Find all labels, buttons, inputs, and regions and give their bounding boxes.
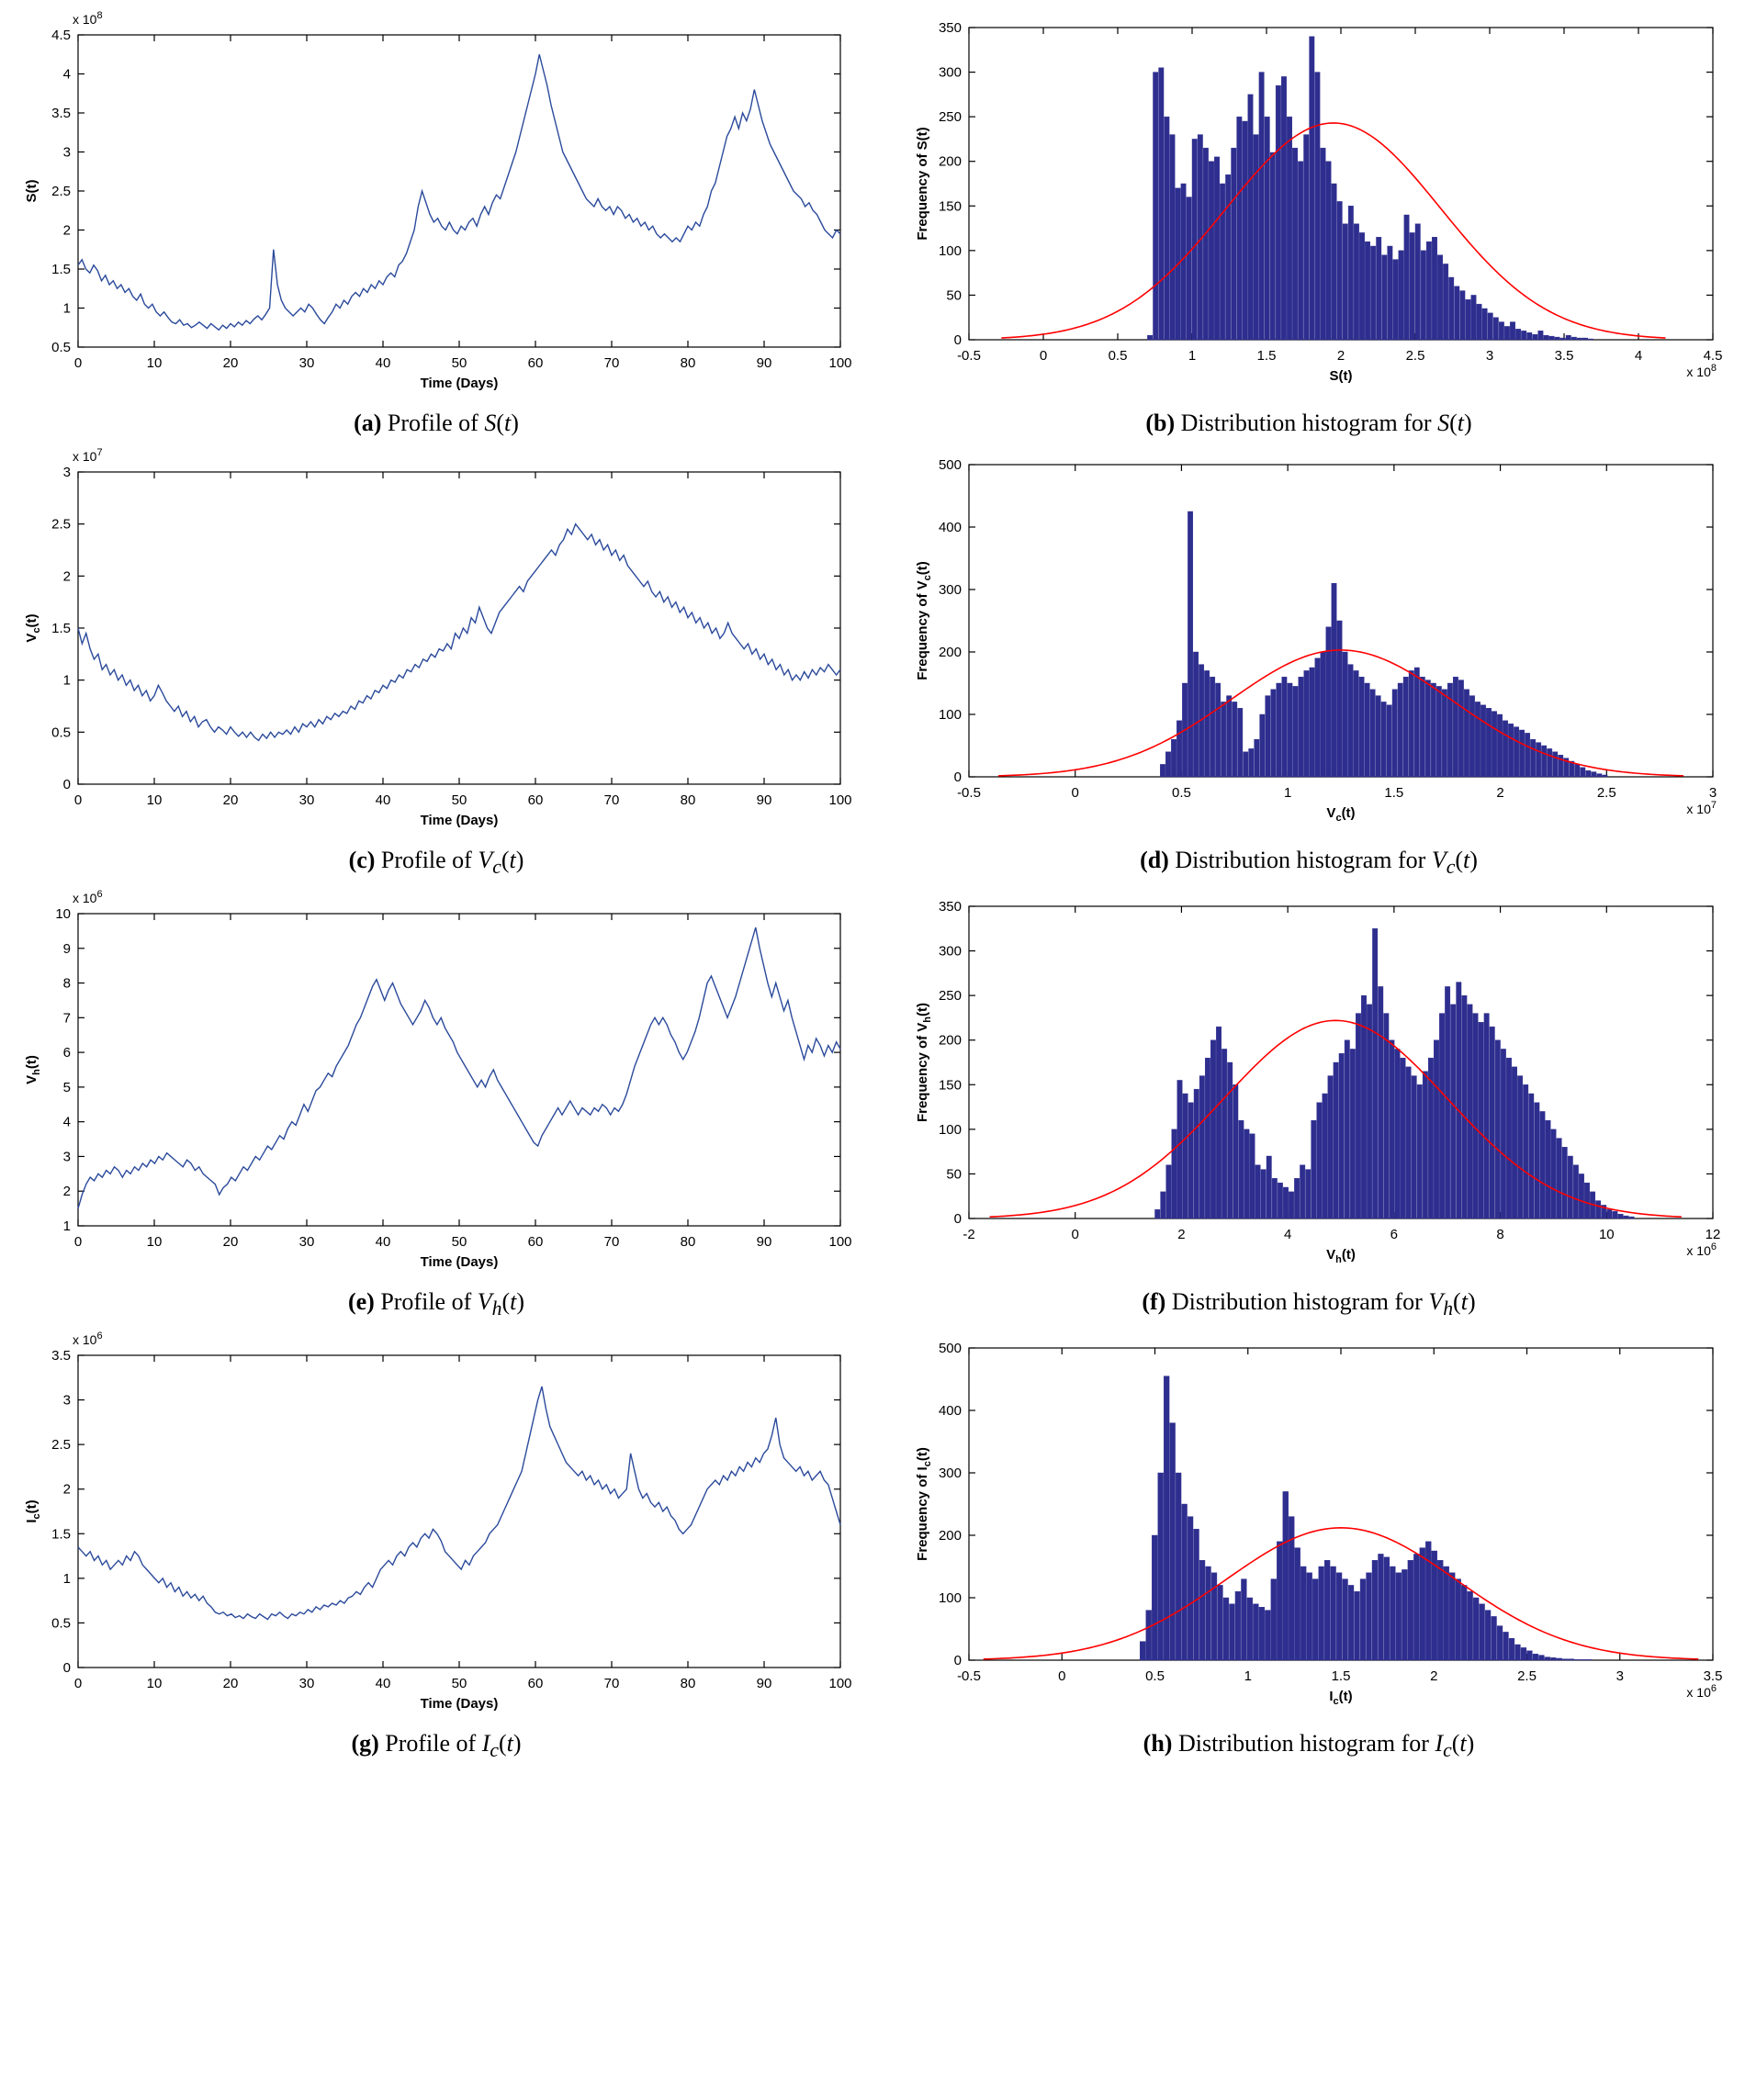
- panel-b-cell: [872, 0, 1745, 437]
- svg-text:1.5: 1.5: [1331, 1668, 1351, 1685]
- svg-text:6: 6: [62, 1045, 71, 1061]
- svg-text:30: 30: [298, 355, 315, 371]
- svg-text:40: 40: [375, 1676, 391, 1692]
- svg-text:100: 100: [938, 1122, 962, 1139]
- svg-text:50: 50: [451, 792, 467, 808]
- svg-text:10: 10: [146, 1234, 163, 1251]
- svg-text:0: 0: [953, 1653, 962, 1669]
- panel-h-tag: (h): [1143, 1730, 1173, 1757]
- svg-text:Ic(t): $I_c(t)$: [1329, 1689, 1353, 1708]
- svg-text:2.5: 2.5: [1517, 1668, 1537, 1685]
- panel-a-caption: (a) Profile of S(t): [354, 410, 519, 436]
- svg-text:5: 5: [62, 1080, 71, 1096]
- svg-text:3.5: 3.5: [51, 1348, 71, 1364]
- svg-text:80: 80: [680, 792, 696, 808]
- svg-text:200: 200: [938, 1032, 962, 1049]
- svg-text:100: 100: [938, 707, 962, 723]
- svg-text:10: 10: [146, 1676, 163, 1692]
- svg-text:1.5: 1.5: [51, 1526, 71, 1543]
- svg-text:80: 80: [680, 1234, 696, 1251]
- svg-text:70: 70: [603, 355, 620, 371]
- panel-g-cell: [0, 1320, 872, 1762]
- svg-text:1.5: 1.5: [1384, 785, 1404, 801]
- svg-text:0: 0: [62, 777, 71, 792]
- svg-text:100: 100: [828, 355, 852, 371]
- svg-text:0: 0: [73, 355, 83, 371]
- svg-text:350: 350: [938, 20, 962, 36]
- svg-text:150: 150: [938, 198, 962, 215]
- svg-text:4: 4: [62, 66, 71, 83]
- svg-text:90: 90: [756, 1234, 772, 1251]
- svg-text:2.5: 2.5: [1596, 785, 1616, 801]
- svg-text:1: 1: [1283, 785, 1292, 801]
- svg-text:0.5: 0.5: [51, 724, 71, 741]
- svg-text:9: 9: [62, 940, 71, 957]
- svg-text:0: 0: [1058, 1668, 1066, 1685]
- svg-text:10: 10: [55, 906, 71, 923]
- svg-text:50: 50: [451, 355, 467, 371]
- svg-text:100: 100: [828, 1676, 852, 1692]
- panel-f-cell: [872, 879, 1745, 1320]
- panel-d-caption: (d) Distribution histogram for $V_c(t)$: [1140, 847, 1478, 879]
- svg-text:200: 200: [938, 153, 962, 170]
- svg-text:4.5: 4.5: [51, 28, 71, 43]
- svg-text:x 106: x $10^6$: [1686, 1683, 1717, 1701]
- svg-text:0: 0: [1071, 1227, 1079, 1243]
- svg-text:S(t): S(t): [1329, 368, 1353, 384]
- panel-b-caption: (b) Distribution histogram for S(t): [1145, 410, 1472, 436]
- svg-text:-0.5: -0.5: [957, 785, 981, 801]
- svg-text:1.5: 1.5: [51, 621, 71, 636]
- svg-text:Ic(t): $I_c(t)$: [24, 1499, 42, 1524]
- svg-text:1: 1: [62, 1218, 71, 1235]
- svg-text:3: 3: [1708, 785, 1717, 801]
- svg-text:1: 1: [62, 672, 71, 689]
- svg-text:4.5: 4.5: [1703, 348, 1723, 364]
- panel-d-plot: [872, 437, 1745, 841]
- svg-text:7: 7: [62, 1010, 71, 1027]
- panel-e-tag: (e): [347, 1288, 375, 1316]
- svg-text:3: 3: [62, 1149, 71, 1165]
- svg-text:300: 300: [938, 582, 962, 598]
- svg-text:90: 90: [756, 1676, 772, 1692]
- panel-a-cell: [0, 0, 872, 437]
- figure-row-2: [0, 437, 1745, 879]
- svg-text:x 106: x $10^6$: [73, 889, 103, 906]
- svg-text:90: 90: [756, 792, 772, 808]
- svg-text:-0.5: -0.5: [957, 348, 981, 364]
- svg-text:40: 40: [375, 355, 391, 371]
- svg-text:Frequency of Ic(t): Frequency of $I_c(t)$: [915, 1447, 933, 1562]
- svg-text:80: 80: [680, 355, 696, 371]
- panel-e-caption: (e) Profile of $V_h(t)$: [347, 1288, 525, 1320]
- svg-text:-0.5: -0.5: [957, 1668, 981, 1685]
- svg-text:2.5: 2.5: [51, 184, 71, 199]
- svg-text:Time (Days): Time (Days): [420, 376, 499, 391]
- svg-text:4: 4: [62, 1114, 71, 1130]
- svg-text:100: 100: [938, 1590, 962, 1607]
- svg-text:30: 30: [298, 792, 315, 808]
- svg-text:150: 150: [938, 1077, 962, 1094]
- figure-row-3: [0, 879, 1745, 1320]
- svg-text:200: 200: [938, 1528, 962, 1544]
- svg-text:0: 0: [953, 769, 962, 785]
- svg-text:3.5: 3.5: [1703, 1668, 1723, 1685]
- panel-d-cell: [872, 437, 1745, 879]
- panel-g-tag: (g): [351, 1730, 379, 1757]
- panel-c-plot: [0, 437, 872, 841]
- svg-text:2: 2: [62, 222, 71, 239]
- svg-text:500: 500: [938, 1341, 962, 1357]
- svg-text:0.5: 0.5: [51, 340, 71, 355]
- svg-text:400: 400: [938, 520, 962, 535]
- panel-g-caption: (g) Profile of $I_c(t)$: [351, 1730, 522, 1762]
- svg-text:-2: -2: [963, 1227, 975, 1243]
- svg-text:0.5: 0.5: [1108, 348, 1128, 364]
- svg-text:Frequency of S(t): Frequency of S(t): [915, 127, 930, 241]
- svg-text:x 107: x $10^7$: [73, 447, 103, 464]
- svg-text:100: 100: [938, 242, 962, 259]
- svg-text:0: 0: [953, 332, 962, 348]
- panel-b-tag: (b): [1145, 410, 1176, 436]
- svg-text:250: 250: [938, 988, 962, 1005]
- svg-text:0: 0: [1071, 785, 1079, 801]
- svg-text:12: 12: [1705, 1227, 1721, 1243]
- panel-g-plot: [0, 1320, 872, 1724]
- svg-text:2.5: 2.5: [51, 1437, 71, 1454]
- svg-text:0: 0: [73, 1234, 83, 1251]
- svg-text:0.5: 0.5: [51, 1615, 71, 1632]
- svg-text:3: 3: [1616, 1668, 1624, 1685]
- svg-text:0: 0: [62, 1660, 71, 1677]
- panel-h-cell: [872, 1320, 1745, 1762]
- svg-text:60: 60: [527, 792, 544, 808]
- panel-c-caption: (c) Profile of $V_c(t)$: [348, 847, 524, 879]
- panel-b-plot: [872, 0, 1745, 404]
- svg-text:100: 100: [828, 792, 852, 808]
- svg-text:30: 30: [298, 1234, 315, 1251]
- svg-text:Time (Days): Time (Days): [420, 1254, 499, 1271]
- svg-text:250: 250: [938, 109, 962, 126]
- svg-text:3: 3: [62, 465, 71, 480]
- svg-text:10: 10: [146, 792, 163, 808]
- svg-text:1: 1: [1244, 1668, 1252, 1685]
- svg-text:Vh(t): $V_h(t)$: [1326, 1247, 1356, 1266]
- svg-text:80: 80: [680, 1676, 696, 1692]
- svg-text:1.5: 1.5: [51, 262, 71, 277]
- panel-f-caption: (f) Distribution histogram for $V_h(t)$: [1142, 1288, 1476, 1320]
- svg-text:x 106: x $10^6$: [1686, 1241, 1717, 1259]
- svg-text:S(t): S(t): [24, 179, 39, 203]
- svg-text:2.5: 2.5: [51, 516, 71, 533]
- svg-text:x 106: x $10^6$: [73, 1331, 103, 1348]
- svg-text:60: 60: [527, 355, 544, 371]
- svg-text:1: 1: [62, 300, 71, 317]
- svg-text:10: 10: [146, 355, 163, 371]
- panel-f-plot: [872, 879, 1745, 1283]
- panel-a-tag: (a): [354, 410, 382, 436]
- svg-text:Vc(t): $V_c(t)$: [1326, 805, 1356, 824]
- svg-text:3.5: 3.5: [1554, 348, 1574, 364]
- svg-text:20: 20: [222, 1676, 239, 1692]
- svg-text:60: 60: [527, 1676, 544, 1692]
- svg-text:0: 0: [73, 1676, 83, 1692]
- svg-text:2: 2: [1496, 785, 1504, 801]
- figure-row-1: [0, 0, 1745, 437]
- panel-d-tag: (d): [1140, 847, 1169, 873]
- svg-text:300: 300: [938, 64, 962, 81]
- svg-text:70: 70: [603, 1234, 620, 1251]
- panel-e-plot: [0, 879, 872, 1283]
- svg-text:20: 20: [222, 1234, 239, 1251]
- svg-text:0.5: 0.5: [1145, 1668, 1165, 1685]
- svg-text:350: 350: [938, 899, 962, 915]
- svg-text:0: 0: [1039, 348, 1048, 364]
- svg-text:6: 6: [1390, 1227, 1399, 1243]
- panel-e-cell: [0, 879, 872, 1320]
- panel-c-cell: [0, 437, 872, 879]
- svg-text:Vc(t): $V_c(t)$: [24, 613, 42, 643]
- svg-text:1: 1: [1188, 348, 1197, 364]
- svg-text:2: 2: [1336, 348, 1345, 364]
- svg-text:Vh(t): $V_h(t)$: [24, 1055, 42, 1085]
- svg-text:300: 300: [938, 1466, 962, 1482]
- svg-text:0: 0: [953, 1211, 962, 1228]
- svg-text:400: 400: [938, 1403, 962, 1420]
- svg-text:3: 3: [62, 144, 71, 161]
- svg-text:x 107: x $10^7$: [1686, 800, 1717, 816]
- svg-text:3.5: 3.5: [51, 106, 71, 121]
- panel-h-plot: [872, 1320, 1745, 1724]
- svg-text:300: 300: [938, 943, 962, 960]
- svg-text:Frequency of Vh(t): Frequency of $V_h(t)$: [915, 1003, 933, 1123]
- svg-text:50: 50: [451, 1676, 467, 1692]
- svg-text:2: 2: [62, 568, 71, 585]
- svg-text:60: 60: [527, 1234, 544, 1251]
- svg-text:40: 40: [375, 1234, 391, 1251]
- svg-text:30: 30: [298, 1676, 315, 1692]
- figure-row-4: [0, 1320, 1745, 1762]
- panel-h-caption: (h) Distribution histogram for $I_c(t)$: [1143, 1730, 1475, 1762]
- svg-text:70: 70: [603, 1676, 620, 1692]
- svg-text:8: 8: [62, 975, 71, 992]
- svg-text:0: 0: [73, 792, 83, 808]
- svg-text:20: 20: [222, 355, 239, 371]
- panel-f-tag: (f): [1142, 1288, 1166, 1316]
- svg-text:50: 50: [451, 1234, 467, 1251]
- svg-text:2: 2: [62, 1184, 71, 1200]
- svg-text:Frequency of Vc(t): Frequency of $V_c(t)$: [915, 561, 933, 680]
- svg-text:500: 500: [938, 457, 962, 473]
- svg-text:4: 4: [1283, 1227, 1292, 1243]
- svg-text:50: 50: [946, 1166, 962, 1183]
- svg-text:200: 200: [938, 645, 962, 660]
- svg-text:100: 100: [828, 1234, 852, 1251]
- svg-text:2.5: 2.5: [1405, 348, 1425, 364]
- svg-text:4: 4: [1634, 348, 1643, 364]
- svg-text:50: 50: [946, 287, 962, 304]
- svg-text:3: 3: [1485, 348, 1494, 364]
- svg-text:x 108: x $10^8$: [1686, 363, 1717, 379]
- svg-text:Time (Days): Time (Days): [420, 1696, 499, 1713]
- svg-text:20: 20: [222, 792, 239, 808]
- svg-text:Time (Days): Time (Days): [420, 813, 499, 828]
- svg-text:1.5: 1.5: [1256, 348, 1277, 364]
- svg-text:40: 40: [375, 792, 391, 808]
- svg-text:2: 2: [62, 1482, 71, 1499]
- svg-text:0.5: 0.5: [1171, 785, 1191, 801]
- svg-text:x 108: x $10^8$: [73, 10, 103, 27]
- svg-text:2: 2: [1177, 1227, 1186, 1243]
- svg-text:8: 8: [1496, 1227, 1504, 1243]
- svg-text:1: 1: [62, 1571, 71, 1588]
- svg-text:2: 2: [1430, 1668, 1438, 1685]
- panel-c-tag: (c): [348, 847, 376, 873]
- svg-text:3: 3: [62, 1392, 71, 1409]
- panel-a-plot: [0, 0, 872, 404]
- svg-text:70: 70: [603, 792, 620, 808]
- svg-text:90: 90: [756, 355, 772, 371]
- svg-text:10: 10: [1598, 1227, 1615, 1243]
